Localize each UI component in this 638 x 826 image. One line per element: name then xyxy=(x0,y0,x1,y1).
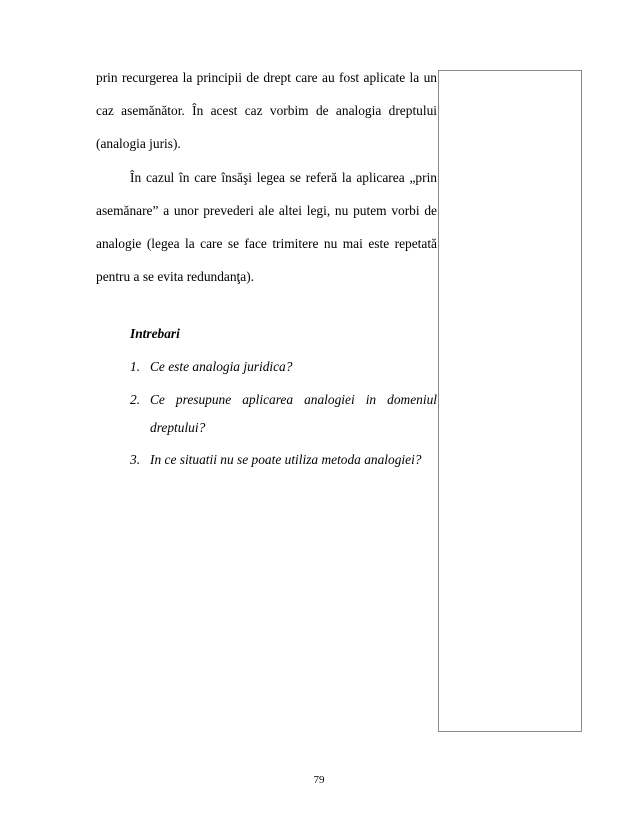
margin-notes-box xyxy=(438,70,582,732)
paragraph-line: (analogia juris). xyxy=(96,136,181,151)
question-text: In ce situatii nu se poate utiliza metoda analogiei? xyxy=(150,452,422,467)
question-number: 2. xyxy=(130,392,141,407)
question-number: 3. xyxy=(130,452,141,467)
question-continuation: dreptului? xyxy=(150,420,206,435)
question-item xyxy=(130,359,292,375)
question-text: Ce presupune aplicarea analogiei in domeniul xyxy=(150,392,437,407)
questions-heading: Intrebari xyxy=(130,326,180,341)
paragraph-line: caz asemănător. În acest caz vorbim de analogia dreptului xyxy=(96,103,437,118)
paragraph-line-indented: În cazul în care însăşi legea se referă la aplicarea „prin xyxy=(130,170,437,185)
paragraph-line: analogie (legea la care se face trimitere nu mai este repetată xyxy=(96,236,437,251)
question-item xyxy=(130,452,422,468)
paragraph-line: asemănare” a unor prevederi ale altei legi, nu putem vorbi de xyxy=(96,203,437,218)
question-item xyxy=(130,392,437,408)
paragraph-line: prin recurgerea la principii de drept care au fost aplicate la un xyxy=(96,70,437,85)
paragraph-line: pentru a se evita redundanţa). xyxy=(96,269,255,284)
question-text: Ce este analogia juridica? xyxy=(150,359,293,374)
page-number: 79 xyxy=(313,774,325,786)
question-number: 1. xyxy=(130,359,141,374)
